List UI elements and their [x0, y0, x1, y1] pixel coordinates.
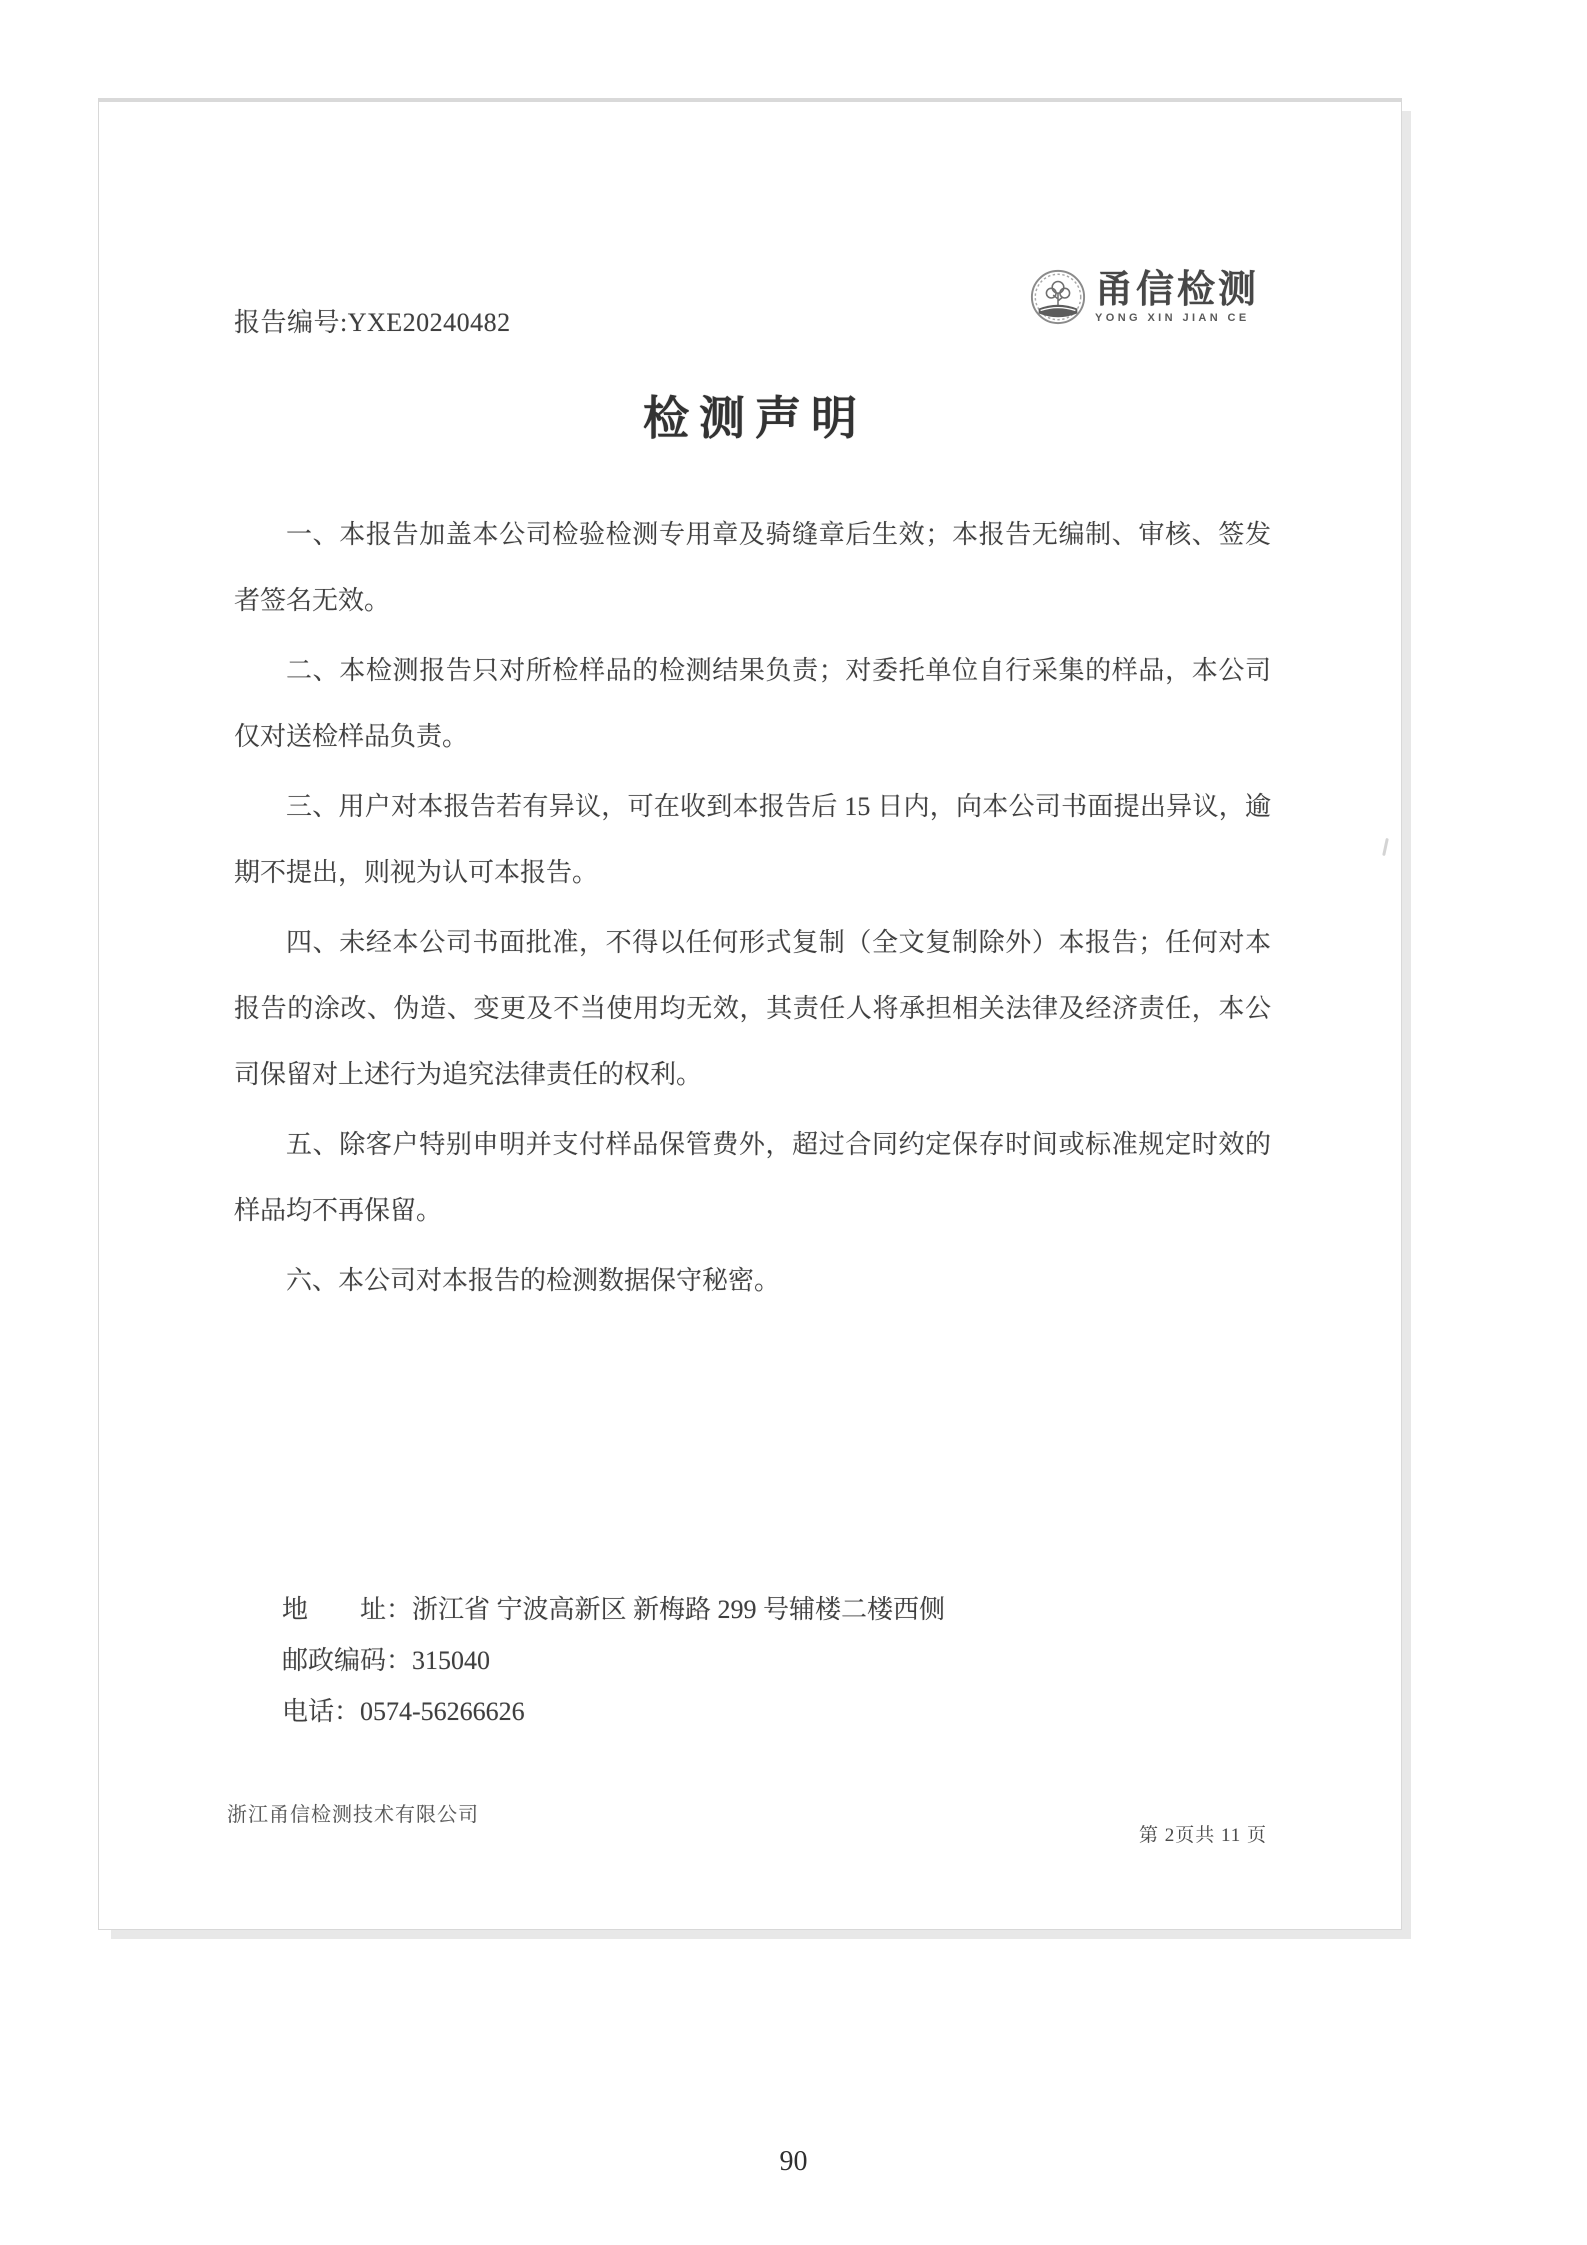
statement-paragraph-5: 五、除客户特别申明并支付样品保管费外，超过合同约定保存时间或标准规定时效的样品均不再保留。	[234, 1130, 1271, 1225]
statement-paragraph-6: 六、本公司对本报告的检测数据保守秘密。	[286, 1266, 781, 1295]
pdf-page-number: 90	[779, 2146, 808, 2177]
statements-section	[234, 502, 1271, 1318]
statement-paragraph-3: 三、用户对本报告若有异议，可在收到本报告后 15 日内，向本公司书面提出异议，逾期不提出，则视为认可本报告。	[234, 792, 1271, 887]
statement-paragraph-2: 二、本检测报告只对所检样品的检测结果负责；对委托单位自行采集的样品，本公司仅对送检样品负责。	[234, 656, 1271, 751]
contact-block	[282, 1584, 945, 1737]
report-number: 报告编号:YXE20240482	[234, 308, 511, 337]
document-title: 检测声明	[643, 393, 867, 444]
tree-seal-icon	[1029, 268, 1087, 326]
statement-paragraph-1: 一、本报告加盖本公司检验检测专用章及骑缝章后生效；本报告无编制、审核、签发者签名无效。	[234, 520, 1271, 615]
scan-artifact-mark	[1382, 838, 1389, 856]
logo-company-name: 甬信检测	[1095, 269, 1260, 311]
footer-company-name: 浙江甬信检测技术有限公司	[227, 1804, 479, 1826]
logo-company-subtitle: YONG XIN JIAN CE	[1095, 312, 1250, 324]
phone-line: 电话：0574-56266626	[282, 1697, 525, 1726]
document-page	[98, 98, 1402, 1930]
address-line: 地 址：浙江省 宁波高新区 新梅路 299 号辅楼二楼西侧	[282, 1595, 946, 1624]
statement-paragraph-4: 四、未经本公司书面批准，不得以任何形式复制（全文复制除外）本报告；任何对本报告的涂改、伪造、变更及不当使用均无效，其责任人将承担相关法律及经济责任，本公司保留对上述行为追究法律责任的权利。	[234, 928, 1271, 1089]
logo-text	[1095, 270, 1259, 324]
postcode-line: 邮政编码：315040	[282, 1646, 491, 1675]
company-logo	[1029, 268, 1259, 326]
footer-pagination: 第 2页共 11 页	[1139, 1825, 1268, 1846]
